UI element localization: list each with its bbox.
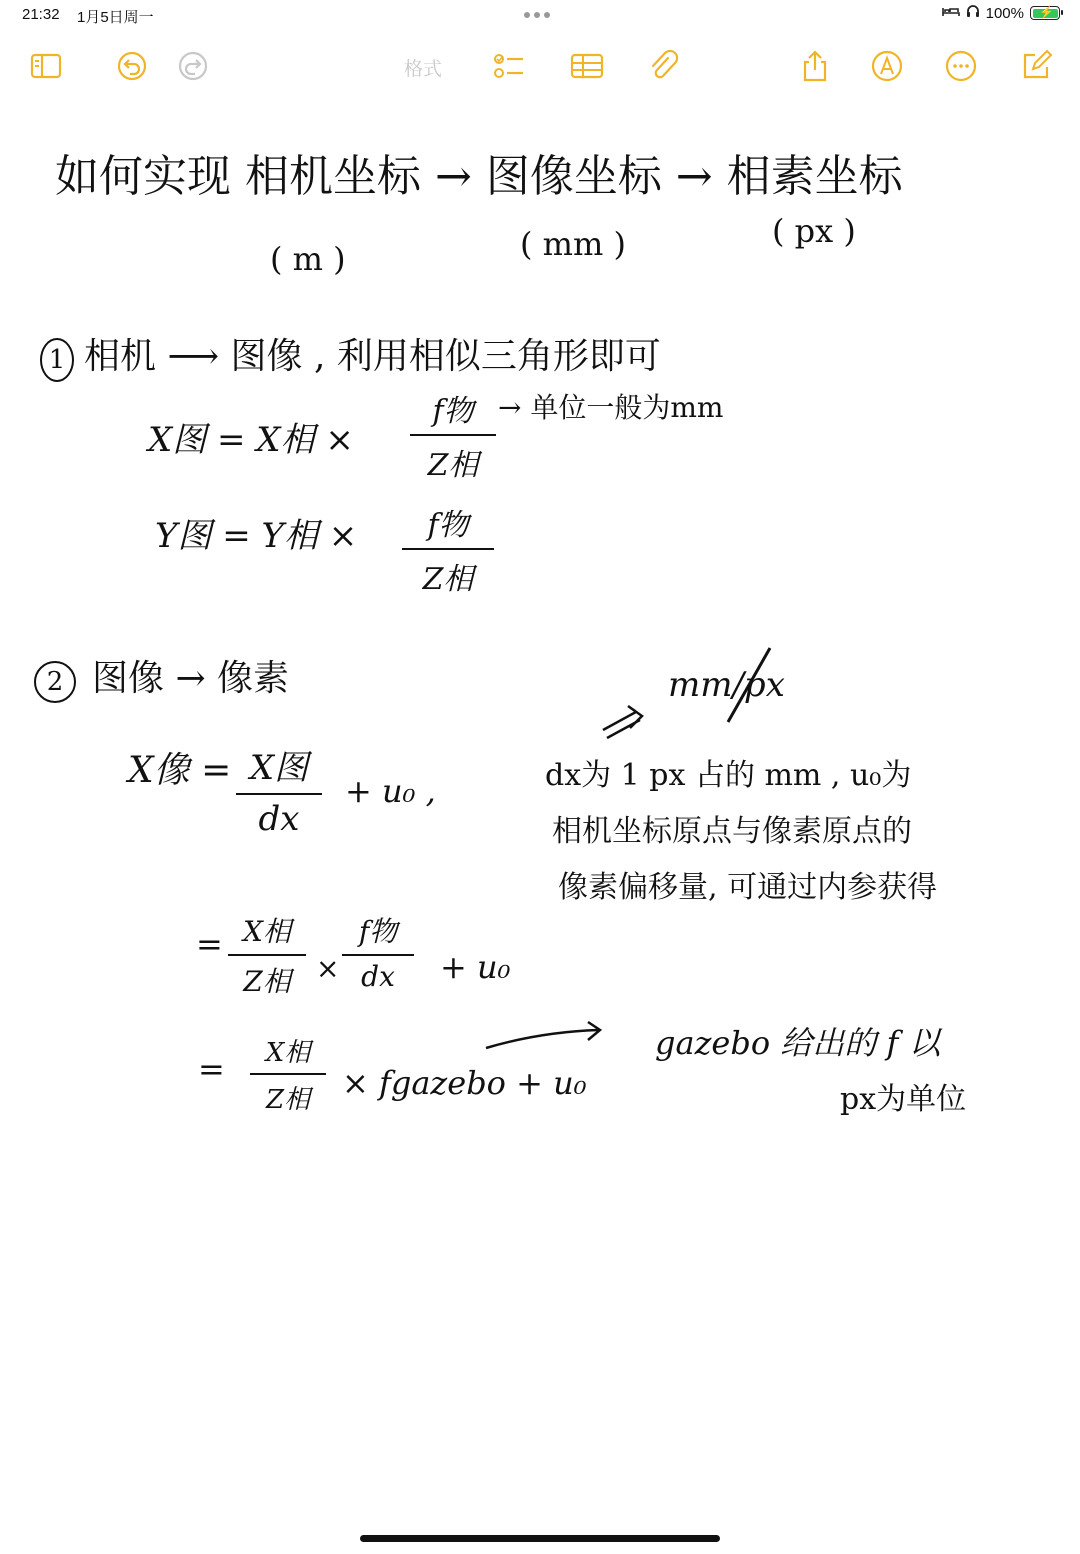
multitasking-dots-icon[interactable]: [524, 9, 556, 21]
share-button[interactable]: [797, 48, 833, 84]
fraction-bar: [228, 954, 306, 956]
ink-strokes: [0, 100, 1080, 1530]
markup-button[interactable]: [869, 48, 905, 84]
checklist-button[interactable]: [490, 48, 526, 84]
eq5-fraction: [250, 1032, 326, 1116]
section-2-heading: 图像 → 像素: [92, 658, 290, 699]
gazebo-note-line-2: px为单位: [840, 1082, 967, 1117]
eq5-equals: =: [198, 1050, 225, 1088]
eq1-numerator: f物: [432, 394, 474, 429]
redo-button[interactable]: [175, 48, 211, 84]
eq2-lhs: Y图 = Y相 ×: [155, 516, 358, 556]
status-right: [942, 4, 1060, 22]
fraction-bar: [342, 954, 414, 956]
dx-note-line-1: dx为 1 px 占的 mm , u₀为: [545, 758, 912, 793]
eq4-numerator-2: f物: [358, 915, 398, 948]
sidebar-toggle-button[interactable]: [28, 48, 64, 84]
eq4-fraction-2: [342, 910, 414, 993]
undo-icon: [115, 49, 149, 83]
eq4-fraction-1: [228, 910, 306, 1000]
compose-button[interactable]: [1018, 48, 1054, 84]
eq1-fraction: [410, 386, 496, 484]
eq1-unit-note: → 单位一般为mm: [498, 391, 724, 424]
eq5-tail: × fgazebo + u₀: [342, 1064, 587, 1102]
home-indicator[interactable]: [360, 1535, 720, 1542]
attachment-icon: [646, 49, 680, 83]
double-arrow-icon: [603, 706, 642, 738]
markup-icon: [870, 49, 904, 83]
dx-note-line-3: 像素偏移量, 可通过内参获得: [558, 870, 938, 905]
dx-note-line-2: 相机坐标原点与像素原点的: [552, 814, 912, 849]
table-icon: [570, 49, 604, 83]
table-button[interactable]: [569, 48, 605, 84]
status-time: 21:32: [22, 6, 60, 23]
eq5-denominator: Z相: [265, 1085, 311, 1115]
eq3-tail: + u₀ ,: [345, 772, 436, 810]
eq4-equals: =: [196, 925, 223, 963]
eq4-numerator-1: X相: [243, 915, 291, 948]
unit-mm: ( mm ): [520, 225, 626, 263]
eq4-times: ×: [316, 952, 340, 985]
compose-icon: [1019, 49, 1053, 83]
more-icon: [944, 49, 978, 83]
section-1-heading: 相机 ⟶ 图像 , 利用相似三角形即可: [84, 336, 661, 377]
undo-button[interactable]: [114, 48, 150, 84]
notes-toolbar: [0, 40, 1080, 92]
section-2-number: 2: [34, 661, 76, 703]
eq2-numerator: f物: [427, 508, 469, 543]
format-button[interactable]: 格式: [404, 58, 443, 80]
fraction-bar: [236, 793, 322, 795]
headphones-icon: [966, 4, 980, 22]
sleep-icon: [942, 4, 960, 22]
unit-m: ( m ): [270, 240, 346, 278]
eq3-lhs: X像 =: [128, 750, 232, 791]
status-bar: [0, 0, 1080, 32]
eq3-fraction: [236, 740, 322, 839]
share-icon: [798, 49, 832, 83]
note-canvas[interactable]: [0, 100, 1080, 1530]
section-2-heading-row: [34, 650, 289, 703]
checklist-icon: [491, 49, 525, 83]
fraction-bar: [250, 1073, 326, 1075]
eq5-numerator: X相: [265, 1038, 311, 1068]
status-date: 1月5日周一: [77, 9, 154, 26]
sidebar-icon: [29, 49, 63, 83]
eq1-lhs: X图 = X相 ×: [148, 420, 354, 460]
eq3-denominator: dx: [258, 799, 300, 839]
long-arrow-icon: [486, 1022, 600, 1048]
redo-icon: [176, 49, 210, 83]
unit-px: ( px ): [772, 212, 856, 250]
note-title-line: 如何实现 相机坐标 → 图像坐标 → 相素坐标: [55, 151, 903, 202]
section-1-heading-row: [40, 328, 661, 382]
fraction-bar: [410, 434, 496, 436]
eq3-numerator: X图: [249, 748, 309, 788]
eq4-denominator-2: dx: [361, 960, 395, 993]
mm-per-px-label: mm/px: [668, 665, 785, 705]
eq4-denominator-1: Z相: [243, 965, 291, 998]
attachment-button[interactable]: [645, 48, 681, 84]
battery-icon: [1030, 6, 1060, 20]
gazebo-note-line-1: gazebo 给出的 f 以: [655, 1024, 941, 1062]
fraction-bar: [402, 548, 494, 550]
charging-bolt-icon: ⚡: [1039, 5, 1054, 19]
section-1-number: 1: [40, 338, 74, 382]
eq1-denominator: Z相: [427, 448, 479, 483]
more-button[interactable]: [943, 48, 979, 84]
battery-percent: 100%: [985, 4, 1024, 22]
eq2-denominator: Z相: [422, 562, 474, 597]
eq2-fraction: [402, 500, 494, 598]
eq4-tail: + u₀: [440, 948, 511, 986]
